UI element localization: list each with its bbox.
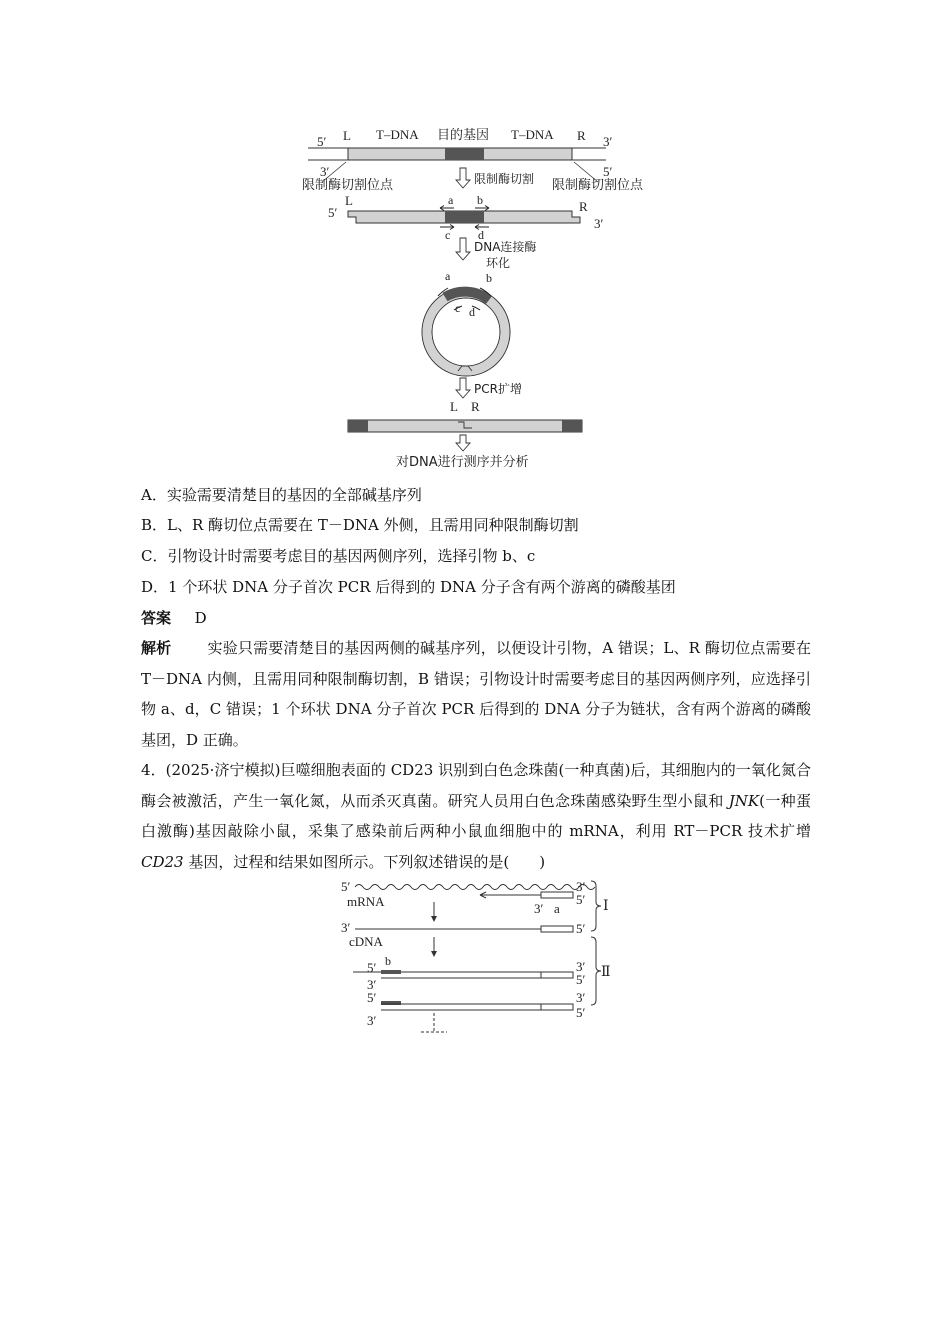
primer-b-label: b <box>477 193 483 207</box>
pcr-gene-left <box>348 420 368 432</box>
label-target-gene: 目的基因 <box>437 128 490 143</box>
down-arrow-icon <box>456 435 470 451</box>
brace-I <box>591 881 601 931</box>
label-cut-site-right: 限制酶切割位点 <box>552 178 644 193</box>
down-arrow-icon <box>456 378 470 398</box>
primer-d-label: d <box>478 228 484 242</box>
ds2-3prime: 3′ <box>367 1013 377 1028</box>
cut-target-gene <box>445 211 484 223</box>
primer-5prime: 5′ <box>576 892 586 907</box>
mrna-label: mRNA <box>347 894 385 909</box>
cdna-5prime: 5′ <box>576 921 586 936</box>
option-a: A．实验需要清楚目的基因的全部碱基序列 <box>141 486 422 504</box>
brace-II <box>591 937 601 1005</box>
tdna-pcr-diagram <box>290 120 680 475</box>
mrna-strand <box>355 885 595 890</box>
label-tdna-right: T–DNA <box>511 127 554 142</box>
pcr-label-R: R <box>471 399 480 414</box>
circle-primer-a: a <box>445 269 451 283</box>
answer-label: 答案 <box>141 609 172 627</box>
cdna-label: cDNA <box>349 934 383 949</box>
down-arrow-icon <box>456 168 470 188</box>
label-L: L <box>343 128 351 143</box>
circle-primer-d: d <box>469 305 475 319</box>
label-tdna-left: T–DNA <box>376 127 419 142</box>
label-step-pcr: PCR扩增 <box>474 382 522 396</box>
label-step-seq: 对DNA进行测序并分析 <box>396 455 529 470</box>
circle-primer-b: b <box>486 271 492 285</box>
stage-II: Ⅱ <box>601 965 611 980</box>
mrna-5prime: 5′ <box>341 879 351 894</box>
label-3prime: 3′ <box>603 134 613 149</box>
label-R-c: R <box>579 199 588 214</box>
down-arrow-icon <box>456 238 470 260</box>
pcr-gene-right <box>562 420 582 432</box>
q4-gene-jnk: JNK <box>728 791 760 810</box>
q4-text-3: 基因，过程和结果如图所示。下列叙述错误的是( ) <box>183 852 546 871</box>
label-L-c: L <box>345 193 353 208</box>
label-cut-site-left: 限制酶切割位点 <box>302 178 394 193</box>
pcr-product-bar <box>348 420 582 432</box>
label-3prime-b: 3′ <box>320 164 330 179</box>
label-step-circle: 环化 <box>486 256 511 270</box>
analysis-label: 解析 <box>141 639 172 657</box>
ds1-5prime-right: 5′ <box>576 972 586 987</box>
ds1-3prime-right: 3′ <box>576 959 586 974</box>
primer-3prime: 3′ <box>534 901 544 916</box>
label-5prime-b: 5′ <box>603 164 613 179</box>
question-4 <box>141 755 811 877</box>
label-R: R <box>577 128 586 143</box>
label-5prime-d: 3′ <box>594 216 604 231</box>
ds2-3prime-right: 3′ <box>576 990 586 1005</box>
q4-gene-cd23: CD23 <box>141 852 184 871</box>
ds1-5prime: 5′ <box>367 960 377 975</box>
target-gene-block <box>445 148 484 160</box>
q4-text-2: (一种蛋白激酶)基因敲除小鼠，采集了感染前后两种小鼠血细胞中的 mRNA，利用 RT－PCR 技术扩增 <box>141 791 811 840</box>
primer-a-label: a <box>448 193 454 207</box>
label-step-cut: 限制酶切割 <box>474 172 535 186</box>
primer-c-label: c <box>445 228 451 242</box>
analysis-paragraph <box>141 633 811 755</box>
q4-text-1: 4．(2025·济宁模拟)巨噬细胞表面的 CD23 识别到白色念珠菌(一种真菌)后，其细胞内的一氧化氮合酶会被激活，产生一氧化氮，从而杀灭真菌。研究人员用白色念珠菌感染野生型小鼠和 <box>141 761 811 810</box>
primer-b: b <box>385 954 391 968</box>
primer-a: a <box>554 901 560 916</box>
circular-dna <box>422 288 510 376</box>
answer-value: D <box>194 609 207 627</box>
label-step-ligase: DNA连接酶 <box>474 240 537 254</box>
ds2-5prime-right: 5′ <box>576 1005 586 1020</box>
mrna-3prime: 3′ <box>576 879 586 894</box>
ds2-5prime: 5′ <box>367 990 377 1005</box>
rt-pcr-diagram <box>335 875 625 1040</box>
label-5prime: 5′ <box>317 134 327 149</box>
analysis-text: 实验只需要清楚目的基因两侧的碱基序列，以便设计引物，A 错误；L、R 酶切位点需要在 T－DNA 内侧，且需用同种限制酶切割，B 错误；引物设计时需要考虑目的基因两侧序列，应选择引物 a、d，C 错误；1 个环状 DNA 分子首次 PCR 后得到的 DNA 分子为链状，含有两个游离的磷酸基团，D 正确。 <box>141 639 811 749</box>
option-c: C．引物设计时需要考虑目的基因两侧序列，选择引物 b、c <box>141 547 536 565</box>
circle-primer-c: c <box>455 301 461 315</box>
ds1-3prime: 3′ <box>367 977 377 992</box>
stage-I: Ⅰ <box>603 899 609 914</box>
cdna-3prime: 3′ <box>341 920 351 935</box>
answer-row <box>141 608 207 628</box>
label-5prime-c: 5′ <box>328 205 338 220</box>
primer-a-box <box>541 892 573 898</box>
pcr-label-L: L <box>450 399 458 414</box>
option-b: B．L、R 酶切位点需要在 T－DNA 外侧，且需用同种限制酶切割 <box>141 516 579 534</box>
option-d: D．1 个环状 DNA 分子首次 PCR 后得到的 DNA 分子含有两个游离的磷酸基团 <box>141 578 676 596</box>
